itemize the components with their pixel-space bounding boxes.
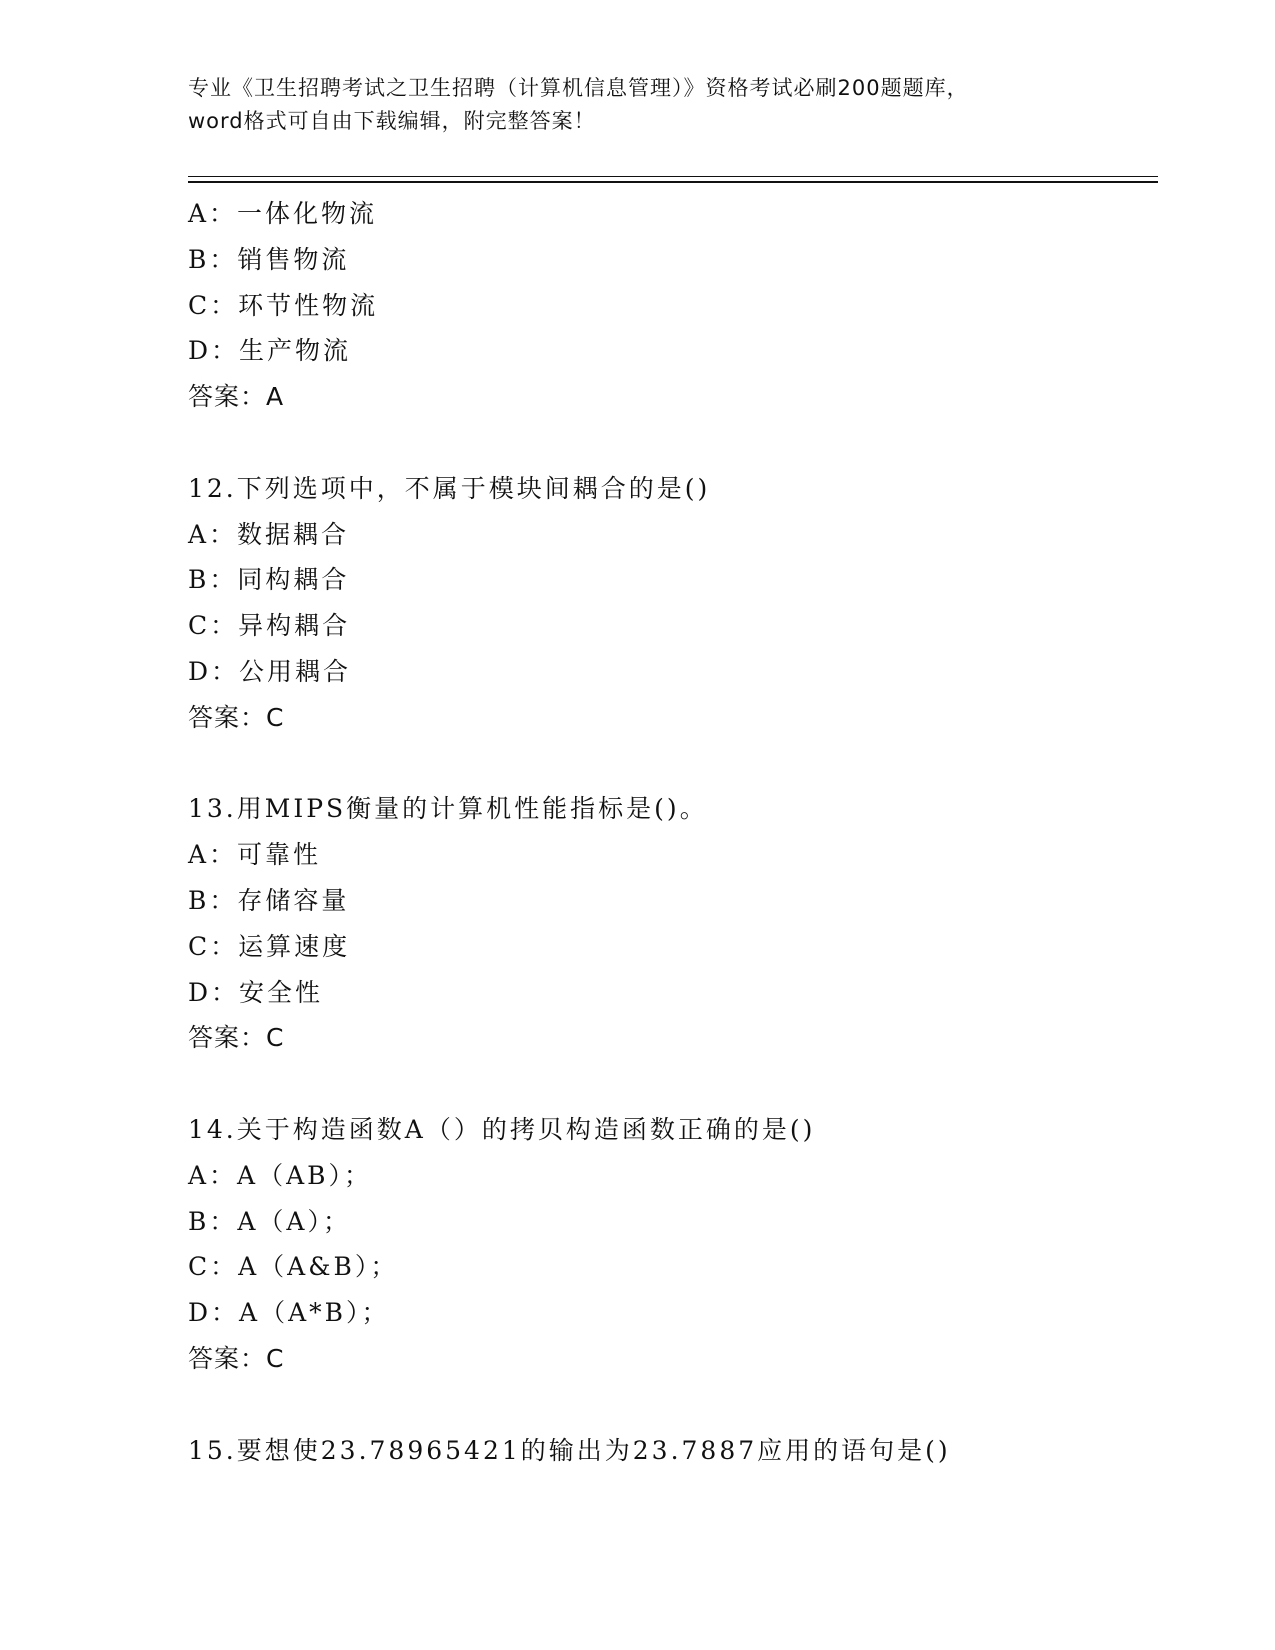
- option-a: A：可靠性: [188, 840, 322, 870]
- spacer: [188, 1382, 1158, 1428]
- option-a: A：数据耦合: [188, 519, 350, 549]
- option-d: D：生产物流: [188, 336, 352, 366]
- option-b: B：存储容量: [188, 885, 350, 915]
- header-line-2: word格式可自由下载编辑，附完整答案！: [188, 109, 596, 133]
- option-d: D：公用耦合: [188, 656, 352, 686]
- spacer: [188, 741, 1158, 787]
- option-c: C：A（A&B）；: [188, 1252, 399, 1282]
- document-header: [188, 72, 1088, 138]
- option-c: C：环节性物流: [188, 290, 379, 320]
- question-block-13: [188, 786, 1158, 1061]
- option-c: C：异构耦合: [188, 611, 351, 641]
- option-a: A：一体化物流: [188, 199, 378, 228]
- option-d: D：安全性: [188, 977, 324, 1007]
- spacer: [188, 1061, 1158, 1107]
- header-divider-thick: [188, 181, 1158, 183]
- answer-line: 答案：C: [188, 1343, 285, 1373]
- answer-line: 答案：A: [188, 382, 285, 412]
- header-line-1: 专业《卫生招聘考试之卫生招聘（计算机信息管理）》资格考试必刷200题题库，: [188, 76, 969, 100]
- option-b: B：销售物流: [188, 244, 350, 274]
- question-list: [188, 191, 1158, 1473]
- header-divider-thin: [188, 176, 1158, 177]
- option-a: A：A（AB）；: [188, 1160, 373, 1190]
- spacer: [188, 420, 1158, 466]
- option-b: B：同构耦合: [188, 565, 350, 595]
- question-stem: 15.要想使23.78965421的输出为23.7887应用的语句是(): [188, 1435, 951, 1465]
- option-b: B：A（A）；: [188, 1206, 351, 1236]
- question-block-11: [188, 191, 1158, 420]
- question-block-15: [188, 1428, 1158, 1474]
- question-stem: 14.关于构造函数A（）的拷贝构造函数正确的是(): [188, 1114, 816, 1144]
- question-block-14: [188, 1107, 1158, 1382]
- answer-line: 答案：C: [188, 702, 285, 732]
- question-stem: 12.下列选项中，不属于模块间耦合的是(): [188, 473, 711, 503]
- question-block-12: [188, 466, 1158, 741]
- question-stem: 13.用MIPS衡量的计算机性能指标是()。: [188, 794, 708, 824]
- option-d: D：A（A*B）；: [188, 1298, 390, 1328]
- answer-line: 答案：C: [188, 1023, 285, 1053]
- option-c: C：运算速度: [188, 931, 351, 961]
